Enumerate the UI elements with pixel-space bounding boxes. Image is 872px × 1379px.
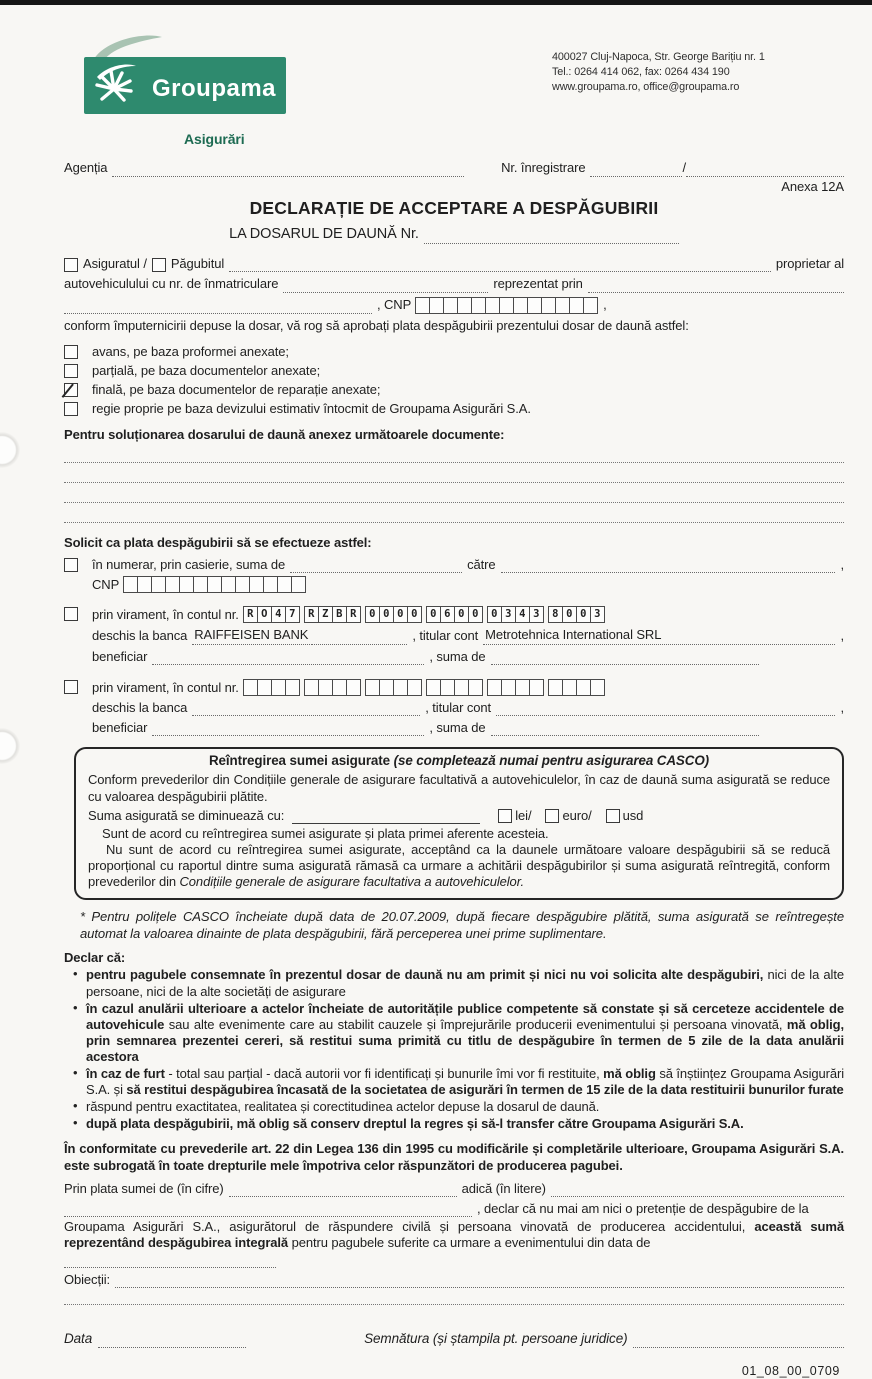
char-box-group	[305, 606, 361, 623]
char-box: 3	[529, 606, 544, 623]
address-line: 400027 Cluj-Napoca, Str. George Barițiu nr. 1	[552, 51, 765, 63]
declaration-bullet: • după plata despăgubirii, mă oblig să conserv dreptul la regres și să-l transfer către Groupama Asigurări S.A.	[68, 1116, 844, 1132]
transfer-option-2	[64, 679, 844, 736]
intro-line-4	[64, 318, 844, 334]
currency-option	[545, 808, 591, 824]
beneficiary-label: beneficiar	[92, 648, 148, 664]
owner-text: proprietar al	[775, 256, 844, 272]
char-box	[123, 576, 138, 593]
bank-label: deschis la banca	[92, 628, 188, 644]
transfer1-line-3	[92, 649, 844, 665]
cash-cnp-label: CNP	[92, 577, 120, 593]
char-box-group	[305, 679, 361, 696]
char-box: 3	[501, 606, 516, 623]
char-box	[291, 576, 306, 593]
cash-label: în numerar, prin casierie, suma de	[92, 557, 286, 573]
char-box	[457, 297, 472, 314]
casco-reinstatement-box	[74, 747, 844, 900]
injured-checkbox	[152, 258, 166, 272]
document-blank-line	[64, 503, 844, 523]
injured-label: Păgubitul	[170, 256, 225, 272]
char-box	[529, 679, 544, 696]
char-box	[415, 297, 430, 314]
plate-number-field	[283, 280, 488, 293]
char-box	[249, 576, 264, 593]
char-box: R	[346, 606, 361, 623]
char-box	[541, 297, 556, 314]
currency-label: usd	[622, 807, 644, 823]
document-blank-line	[64, 483, 844, 503]
char-box	[515, 679, 530, 696]
representative-field-cont	[64, 301, 372, 314]
registration-label: Nr. înregistrare	[501, 160, 586, 176]
beneficiary-field	[152, 652, 424, 665]
char-box: 4	[515, 606, 530, 623]
currency-checkbox	[606, 809, 620, 823]
payment-mode-label: avans, pe baza proformei anexate;	[92, 343, 289, 359]
char-box-group	[366, 606, 422, 623]
company-address	[552, 50, 844, 95]
char-box: 7	[285, 606, 300, 623]
char-box	[332, 679, 347, 696]
char-box-group	[244, 606, 300, 623]
char-box	[576, 679, 591, 696]
beneficiary-field	[152, 723, 424, 736]
char-box: 0	[468, 606, 483, 623]
objections-label: Obiecții:	[64, 1272, 111, 1288]
payment-mode-option	[64, 344, 844, 360]
objections-line	[64, 1272, 844, 1288]
char-box	[501, 679, 516, 696]
iban-boxes-empty	[244, 679, 605, 696]
event-date-line	[64, 1255, 844, 1268]
iban-boxes	[244, 606, 605, 623]
settlement-line-2	[64, 1201, 844, 1217]
char-box-group	[488, 606, 544, 623]
comma-text: ,	[840, 557, 844, 573]
char-box	[454, 679, 469, 696]
char-box	[179, 576, 194, 593]
char-box	[426, 679, 441, 696]
cash-to-label: către	[467, 557, 496, 573]
currency-options	[498, 808, 643, 824]
intro-line-1	[64, 256, 844, 272]
no-claims-text: , declar că nu mai am nici o pretenție de despăgubire de la	[477, 1200, 809, 1216]
annex-label: Anexa 12A	[781, 178, 844, 194]
agency-blank-field	[112, 164, 464, 177]
diminish-amount-field	[292, 811, 480, 824]
cash-line-2	[92, 576, 844, 593]
transfer1-line-1	[92, 606, 844, 623]
representative-field	[588, 280, 844, 293]
agency-registration-row	[64, 160, 844, 176]
event-date-field	[64, 1255, 276, 1268]
bank-field	[311, 632, 407, 645]
cash-recipient-field	[501, 560, 836, 573]
char-box: 0	[379, 606, 394, 623]
holder-field	[496, 703, 835, 716]
char-box	[471, 297, 486, 314]
char-box	[583, 297, 598, 314]
char-box	[555, 297, 570, 314]
char-box: 0	[407, 606, 422, 623]
char-box	[277, 576, 292, 593]
currency-checkbox	[545, 809, 559, 823]
declaration-bullet: • în caz de furt - total sau parțial - dacă autorii vor fi identificați și bunurile îmi vor fi restituite, mă oblig să înștiințez Groupama Asigurări S.A. și să restitui despăgubirea încasată de la societatea de asigurări în termen de 15 zile de la data restituirii bunurilor furate	[68, 1066, 844, 1098]
char-box	[487, 679, 502, 696]
holder-label: , titular cont	[425, 699, 492, 715]
casco-para-1: Conform prevederilor din Condițiile generale de asigurare facultativă a autovehiculelor, în caz de daună suma asigurată se reduce cu valoarea despăgubirii plătite.	[88, 772, 830, 804]
casco-note: * Pentru polițele CASCO încheiate după data de 20.07.2009, după fiecare despăgubire plătită, suma asigurată se reîntregește automat la valoarea dinainte de plata despăgubirii, fără perceperea unei prime suplimentare.	[80, 909, 844, 942]
char-box	[590, 679, 605, 696]
payment-mode-option	[64, 401, 844, 417]
char-box	[468, 679, 483, 696]
char-box-group	[416, 297, 598, 314]
char-box: 0	[562, 606, 577, 623]
sum-letters-field	[551, 1184, 844, 1197]
holder-label: , titular cont	[412, 628, 479, 644]
char-box: 0	[393, 606, 408, 623]
sum-figures-field	[229, 1184, 457, 1197]
cnp-label: , CNP	[377, 297, 412, 313]
sum-letters-label: adică (în litere)	[461, 1180, 546, 1196]
intro-line-2	[64, 276, 844, 292]
char-box: 4	[271, 606, 286, 623]
leaf-swoosh-icon	[94, 36, 162, 60]
casco-heading	[88, 753, 830, 770]
cash-checkbox	[64, 558, 78, 572]
sum-field	[491, 652, 759, 665]
claim-file-row	[64, 226, 844, 244]
insured-label: Asiguratul /	[83, 256, 147, 272]
address-line: Tel.: 0264 414 062, fax: 0264 434 190	[552, 66, 730, 79]
char-box: 0	[487, 606, 502, 623]
char-box-group	[427, 606, 483, 623]
payment-mode-list	[64, 344, 844, 417]
char-box	[548, 679, 563, 696]
char-box	[562, 679, 577, 696]
char-box	[137, 576, 152, 593]
date-label: Data	[64, 1331, 93, 1347]
transfer2-label: prin virament, în contul nr.	[92, 679, 239, 695]
cnp-boxes	[416, 297, 598, 314]
char-box: 6	[440, 606, 455, 623]
name-field	[229, 259, 771, 272]
sum-letters-field-cont	[64, 1204, 472, 1217]
settlement-line-1	[64, 1181, 844, 1197]
payment-mode-label: regie proprie pe baza devizului estimativ întocmit de Groupama Asigurări S.A.	[92, 401, 531, 416]
transfer2-checkbox	[64, 680, 78, 694]
casco-heading-note: (se completează numai pentru asigurarea CASCO)	[393, 752, 710, 768]
cash-cnp-boxes	[124, 576, 306, 593]
char-box	[221, 576, 236, 593]
comma-text: ,	[603, 297, 607, 313]
checkbox-empty	[64, 345, 78, 359]
bank-value: RAIFFEISEN BANK	[192, 627, 310, 644]
registration-separator: /	[682, 160, 686, 176]
date-field	[98, 1335, 246, 1348]
char-box	[443, 297, 458, 314]
char-box: 0	[454, 606, 469, 623]
transfer1-line-2	[92, 627, 844, 644]
char-box-group	[488, 679, 544, 696]
char-box-group	[549, 679, 605, 696]
char-box	[263, 576, 278, 593]
intro-section	[64, 256, 844, 333]
char-box: O	[257, 606, 272, 623]
char-box-group	[244, 679, 300, 696]
full-compensation-text: Groupama Asigurări S.A., asigurătorul de răspundere civilă și persoana vinovată de producerea accidentului, această sumă reprezentând despăgubirea integrală pentru pagubele suferite ca urmare a evenimentului din data de	[64, 1218, 844, 1251]
sum-label: , suma de	[429, 648, 486, 664]
documents-blank-lines	[64, 443, 844, 523]
claim-file-label: LA DOSARUL DE DAUNĂ Nr.	[229, 226, 419, 243]
bank-field	[192, 703, 420, 716]
declaration-heading: Declar că:	[64, 950, 126, 966]
char-box	[513, 297, 528, 314]
comma-text: ,	[840, 628, 844, 644]
header	[64, 34, 844, 148]
char-box	[393, 679, 408, 696]
holder-value: Metrotehnica International SRL	[483, 627, 663, 644]
transfer2-line-2	[92, 700, 844, 716]
intro-line-3	[64, 297, 844, 314]
footer-row	[64, 1331, 844, 1348]
signature-label: Semnătura (și ștampila pt. persoane juridice)	[364, 1331, 628, 1347]
transfer2-line-1	[92, 679, 844, 696]
char-box	[365, 679, 380, 696]
currency-label: lei/	[515, 807, 532, 823]
beneficiary-label: beneficiar	[92, 719, 148, 735]
sum-field	[491, 723, 759, 736]
char-box	[346, 679, 361, 696]
declaration-bullet: • pentru pagubele consemnate în prezentul dosar de daună nu am primit și nici nu voi solicita alte despăgubiri, nici de la alte persoane, nici de la alte societăți de asigurare	[68, 967, 844, 999]
checkbox-empty	[64, 402, 78, 416]
char-box	[165, 576, 180, 593]
char-box: 8	[548, 606, 563, 623]
char-box	[193, 576, 208, 593]
agree-text: Sunt de acord cu reîntregirea sumei asigurate și plata primei aferente acesteia.	[102, 825, 549, 841]
holder-field	[664, 632, 835, 645]
char-box-group	[366, 679, 422, 696]
char-box-group	[549, 606, 605, 623]
objections-field	[115, 1275, 844, 1288]
form-code: 01_08_00_0709	[741, 1363, 840, 1378]
declaration-section	[64, 950, 844, 1132]
char-box	[285, 679, 300, 696]
currency-checkbox	[498, 809, 512, 823]
objections-extra-line	[64, 1288, 844, 1305]
char-box	[304, 679, 319, 696]
char-box	[485, 297, 500, 314]
brand-subtitle: Asigurări	[184, 131, 245, 148]
char-box: B	[332, 606, 347, 623]
char-box	[271, 679, 286, 696]
claim-file-number-field	[424, 231, 679, 244]
groupama-logo	[64, 34, 302, 126]
comma-text: ,	[840, 699, 844, 715]
char-box: 0	[365, 606, 380, 623]
documents-heading: Pentru soluționarea dosarului de daună anexez următoarele documente:	[64, 427, 505, 443]
char-box: 0	[426, 606, 441, 623]
cash-option	[64, 557, 844, 593]
char-box	[569, 297, 584, 314]
char-box	[379, 679, 394, 696]
char-box	[235, 576, 250, 593]
address-line: www.groupama.ro, office@groupama.ro	[552, 81, 740, 94]
agency-label: Agenția	[64, 160, 108, 176]
declaration-bullet: • răspund pentru exactitatea, realitatea și corectitudinea actelor depuse la dosarul de daună.	[68, 1099, 844, 1115]
char-box: R	[243, 606, 258, 623]
disagree-text: Nu sunt de acord cu reîntregirea sumei asigurate, acceptând ca la daunele următoare valoare despăgubirii să se reducă proporțional cu raportul dintre suma asigurată rămasă ca urmare a achitării despăgubirilor și suma asigurată reîntregită, conform prevederilor din Condițiile generale de asigurare facultativa a autovehiculelor.	[88, 841, 830, 890]
declaration-bullet: • în cazul anulării ulterioare a actelor încheiate de autoritățile publice competente să constate și să cerceteze accidentele de autovehicule sau alte evenimente care au stabilit cauzele și împrejurările producerii evenimentului și persoana vinovată, mă oblig, prin semnarea prezentei cereri, să restitui suma primită cu titlu de despăgubire în termen de 5 zile de la data anulării acestora	[68, 1001, 844, 1065]
declaration-list	[68, 967, 844, 1132]
payment-mode-label: parțială, pe baza documentelor anexate;	[92, 362, 321, 378]
bank-label: deschis la banca	[92, 699, 188, 715]
settlement-section	[64, 1181, 844, 1306]
document-blank-line	[64, 443, 844, 463]
cash-sum-field	[290, 560, 462, 573]
casco-heading-main: Reîntregirea sumei asigurate	[208, 752, 394, 768]
char-box	[151, 576, 166, 593]
currency-option	[606, 808, 644, 824]
plate-label: autovehiculului cu nr. de înmatriculare	[64, 276, 279, 292]
payout-heading: Solicit ca plata despăgubirii să se efectueze astfel:	[64, 535, 372, 551]
char-box: 0	[576, 606, 591, 623]
payment-mode-option	[64, 363, 844, 379]
checkbox-checked	[64, 383, 78, 397]
subrogation-text: În conformitate cu prevederile art. 22 din Legea 136 din 1995 cu modificările și completările ulterioare, Groupama Asigurări S.A. este subrogată în toate drepturile mele împotriva celor răspunzători de producerea pagubei.	[64, 1141, 844, 1173]
payment-mode-label: finală, pe baza documentelor de reparație anexate;	[92, 381, 381, 397]
currency-option	[498, 808, 531, 824]
char-box-group	[427, 679, 483, 696]
document-blank-line	[64, 463, 844, 483]
diminish-row	[88, 808, 830, 824]
diminish-label: Suma asigurată se diminuează cu:	[88, 807, 285, 823]
transfer2-line-3	[92, 720, 844, 736]
sum-label: , suma de	[429, 719, 486, 735]
mandate-text: conform împuternicirii depuse la dosar, vă rog să aprobați plata despăgubirii prezentului dosar de daună astfel:	[64, 317, 689, 333]
checkbox-empty	[64, 364, 78, 378]
insured-checkbox	[64, 258, 78, 272]
char-box	[318, 679, 333, 696]
scan-edge-artifact	[0, 0, 872, 5]
char-box	[499, 297, 514, 314]
cash-line-1	[92, 557, 844, 573]
char-box	[440, 679, 455, 696]
char-box: 3	[590, 606, 605, 623]
char-box	[243, 679, 258, 696]
representative-label: reprezentat prin	[493, 276, 583, 292]
logo-block	[64, 34, 302, 148]
transfer1-checkbox	[64, 607, 78, 621]
payment-mode-option	[64, 382, 844, 398]
form-title: DECLARAȚIE DE ACCEPTARE A DESPĂGUBIRII	[249, 197, 659, 218]
char-box: Z	[318, 606, 333, 623]
char-box	[527, 297, 542, 314]
transfer1-label: prin virament, în contul nr.	[92, 607, 239, 623]
sum-figures-label: Prin plata sumei de (în cifre)	[64, 1180, 224, 1196]
signature-field	[633, 1335, 845, 1348]
char-box	[429, 297, 444, 314]
registration-number-field	[590, 164, 682, 177]
currency-label: euro/	[562, 807, 592, 823]
char-box-group	[124, 576, 306, 593]
char-box	[407, 679, 422, 696]
transfer-option-1	[64, 606, 844, 664]
brand-name: Groupama	[152, 75, 277, 102]
registration-date-field	[686, 164, 844, 177]
char-box	[207, 576, 222, 593]
char-box: R	[304, 606, 319, 623]
char-box	[257, 679, 272, 696]
